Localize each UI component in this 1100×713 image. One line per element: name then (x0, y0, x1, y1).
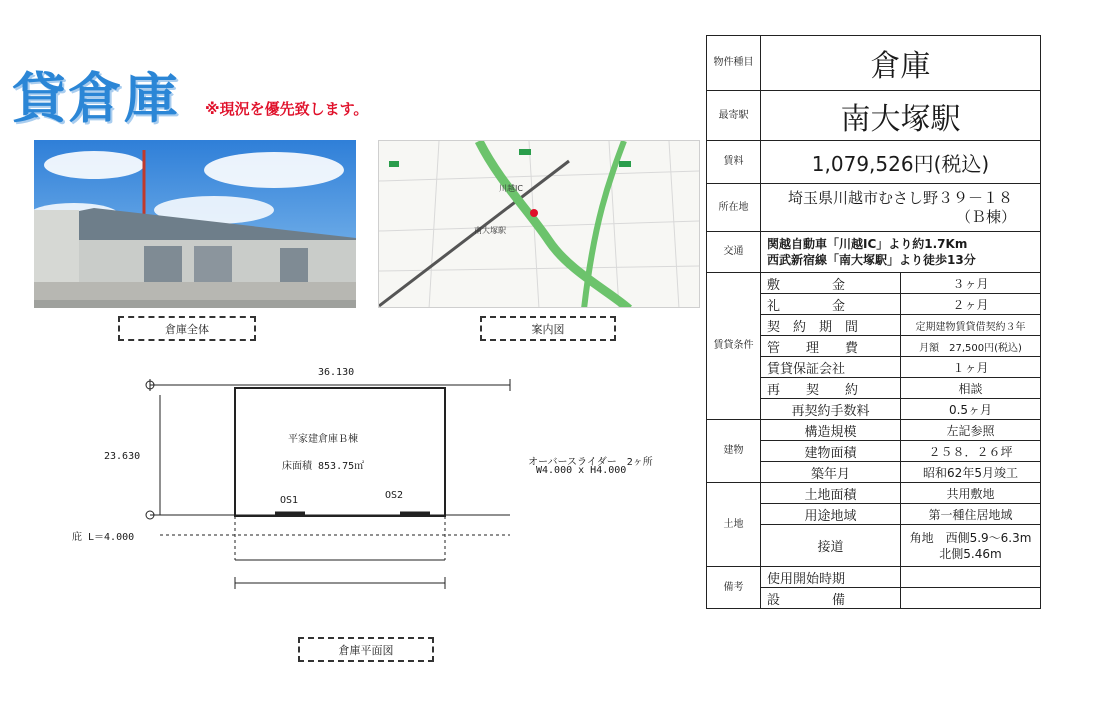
term-value: 相談 (901, 378, 1041, 399)
plan-building-name: 平家建倉庫Ｂ棟 (288, 434, 358, 445)
remarks-key: 設 備 (761, 588, 901, 609)
land-key: 土地面積 (761, 483, 901, 504)
plan-eave: 庇 L＝4.000 (72, 532, 135, 543)
label-rent: 賃料 (707, 141, 761, 184)
priority-note: ※現況を優先致します。 (205, 100, 369, 118)
location-map (378, 140, 700, 308)
page-title: 貸倉庫 (12, 67, 180, 130)
term-value: ２ヶ月 (901, 294, 1041, 315)
remarks-value (901, 588, 1041, 609)
land-value: 第一種住居地域 (901, 504, 1041, 525)
term-key: 管 理 費 (761, 336, 901, 357)
remarks-value (901, 567, 1041, 588)
plan-overslider-size: W4.000 x H4.000 (536, 465, 627, 476)
land-key: 用途地域 (761, 504, 901, 525)
term-value: 月額 27,500円(税込) (901, 336, 1041, 357)
term-key: 契 約 期 間 (761, 315, 901, 336)
land-key: 接道 (761, 525, 901, 567)
road-west: 角地 西側5.9～6.3m (909, 530, 1032, 545)
traffic-train: 西武新宿線「南大塚駅」より徒歩13分 (767, 253, 976, 267)
building-key: 構造規模 (761, 420, 901, 441)
traffic-highway: 関越自動車「川越IC」より約1.7Km (767, 237, 968, 251)
floor-plan (60, 355, 660, 630)
property-spec-table (706, 35, 1041, 609)
plan-os1: OS1 (280, 495, 299, 506)
label-nearest-station: 最寄駅 (707, 91, 761, 141)
property-type: 倉庫 (761, 36, 1041, 91)
land-value: 共用敷地 (901, 483, 1041, 504)
road-north: 北側5.46m (939, 546, 1002, 561)
photo-caption: 倉庫全体 (118, 316, 256, 341)
building-value: ２５８．２６坪 (901, 441, 1041, 462)
address-building: （Ｂ棟） (955, 207, 1016, 226)
nearest-station: 南大塚駅 (761, 91, 1041, 141)
map-caption: 案内図 (480, 316, 616, 341)
term-value: ３ヶ月 (901, 273, 1041, 294)
map-label-station: 南大塚駅 (474, 226, 506, 235)
label-remarks: 備考 (707, 567, 761, 609)
plan-caption: 倉庫平面図 (298, 637, 434, 662)
term-key: 再契約手数料 (761, 399, 901, 420)
term-key: 賃貸保証会社 (761, 357, 901, 378)
term-value: １ヶ月 (901, 357, 1041, 378)
remarks-key: 使用開始時期 (761, 567, 901, 588)
building-key: 建物面積 (761, 441, 901, 462)
label-building: 建物 (707, 420, 761, 483)
label-land: 土地 (707, 483, 761, 567)
plan-overslider: オーバースライダー 2ヶ所 (528, 457, 653, 468)
building-value: 左記参照 (901, 420, 1041, 441)
term-key: 敷 金 (761, 273, 901, 294)
map-label-ic: 川越IC (499, 184, 523, 193)
term-value: 0.5ヶ月 (901, 399, 1041, 420)
plan-height-dim: 23.630 (104, 451, 141, 462)
building-key: 築年月 (761, 462, 901, 483)
label-address: 所在地 (707, 184, 761, 232)
term-key: 再 契 約 (761, 378, 901, 399)
warehouse-photo (34, 140, 356, 308)
term-value: 定期建物賃貸借契約３年 (901, 315, 1041, 336)
label-property-type: 物件種目 (707, 36, 761, 91)
address-line: 埼玉県川越市むさし野３９－１８ (787, 188, 1013, 207)
plan-floor-area: 床面積 853.75㎡ (282, 461, 365, 472)
plan-width-dim: 36.130 (318, 367, 355, 378)
plan-os2: OS2 (385, 490, 404, 501)
term-key: 礼 金 (761, 294, 901, 315)
label-rental-terms: 賃貸条件 (707, 273, 761, 420)
label-traffic: 交通 (707, 232, 761, 273)
building-value: 昭和62年5月竣工 (901, 462, 1041, 483)
rent-value: 1,079,526円(税込) (761, 141, 1041, 184)
